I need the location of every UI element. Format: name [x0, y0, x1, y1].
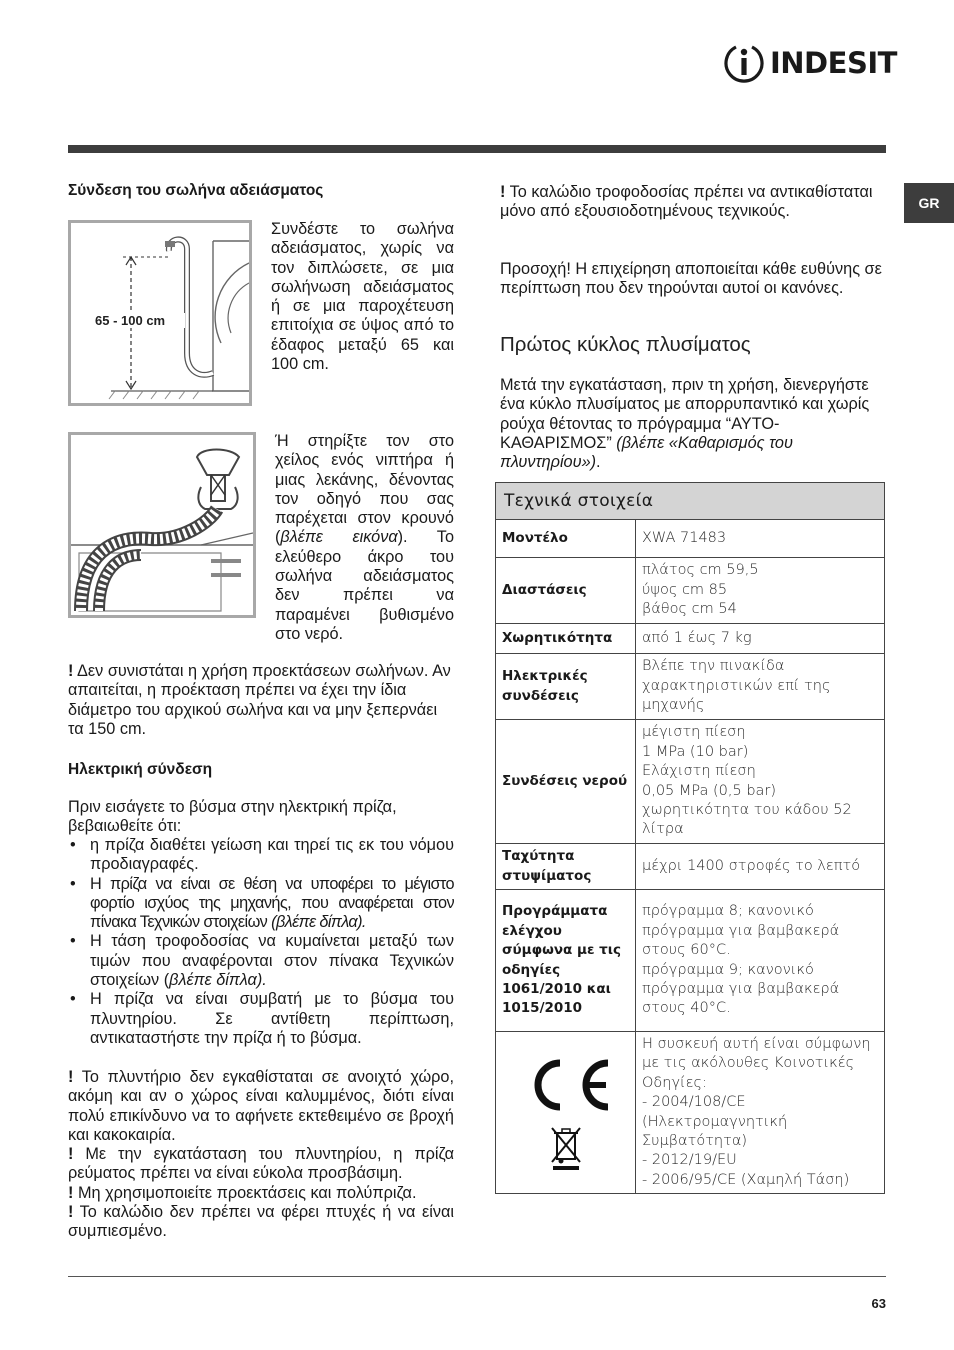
spec-value: XWA 71483	[636, 520, 885, 558]
table-header-row	[496, 483, 885, 520]
sink-hook-text	[275, 432, 454, 644]
spec-label: Χωρητικότητα	[496, 624, 636, 654]
table-row	[496, 844, 885, 890]
warning-extensions: ! Μη χρησιμοποιείτε προεκτάσεις και πολύπριζα.	[68, 1183, 417, 1202]
height-range-label: 65 - 100 cm	[95, 313, 185, 328]
page-number: 63	[871, 1296, 886, 1311]
ce-compliance-text: Η συσκευή αυτή είναι σύμφωνη με τις ακόλουθες Κοινοτικές Οδηγίες: - 2004/108/CE (Ηλεκτρομαγνητική Συμβατότητα) - 2012/19/EU - 2006/95/CE (Χαμηλή Τάση)	[636, 1032, 885, 1194]
warning-mark: !	[68, 662, 74, 680]
spec-label: Μοντέλο	[496, 520, 636, 558]
list-item	[68, 932, 454, 990]
first-wash-heading: Πρώτος κύκλος πλυσίματος	[500, 333, 751, 356]
extension-warning	[68, 662, 454, 739]
warning-socket-access-text: Με την εγκατάσταση του πλυντηρίου, η πρίζα ρεύματος πρέπει να είναι εύκολα προσβάσιμη.	[68, 1145, 454, 1183]
warning-socket-access: ! Με την εγκατάσταση του πλυντηρίου, η πρίζα ρεύματος πρέπει να είναι εύκολα προσβάσιμη.	[68, 1145, 454, 1183]
see-figure-ref: βλέπε εικόνα	[280, 528, 398, 547]
spec-value: μέγιστη πίεση 1 MPa (10 bar) Ελάχιστη πίεση 0,05 MPa (0,5 bar) χωρητικότητα του κάδου 52 λίτρα	[636, 720, 885, 844]
liability-note: Προσοχή! Η επιχείρηση αποποιείται κάθε ευθύνης σε περίπτωση που δεν τηρούνται αυτοί οι κανόνες.	[500, 260, 882, 298]
ce-mark-icon	[518, 1055, 614, 1115]
drain-wall-figure	[68, 220, 252, 406]
sink-hook-figure	[68, 432, 256, 618]
bullet-ref: βλέπε δίπλα).	[169, 971, 267, 990]
spec-value: από 1 έως 7 kg	[636, 624, 885, 654]
sink-hook-text-a: Ή στηρίξτε τον στο χείλος ενός νιπτήρα ή μιας λεκάνης, δένοντας τον οδηγό που σας παρέχεται στον κρουνό (	[275, 432, 454, 547]
electric-checklist	[68, 836, 454, 1048]
bullet-text: Η πρίζα να είναι συμβατή με το βύσμα του πλυντηρίου. Σε αντίθετη περίπτωση, αντικαταστήστε την πρίζα ή το βύσμα.	[90, 990, 454, 1047]
table-row	[496, 520, 885, 558]
sink-hook-illustration	[71, 435, 253, 615]
spec-value: Βλέπε την πινακίδα χαρακτηριστικών επί της μηχανής	[636, 654, 885, 720]
cable-replacement-warning	[500, 183, 886, 222]
warning-extensions-text: Μη χρησιμοποιείτε προεκτάσεις και πολύπριζα.	[77, 1183, 417, 1202]
safety-warnings	[68, 1068, 454, 1242]
header-rule	[68, 145, 886, 153]
technical-specs-table	[495, 482, 885, 1194]
table-row	[496, 890, 885, 1032]
spec-value: μέχρι 1400 στροφές το λεπτό	[636, 844, 885, 890]
spec-label: Διαστάσεις	[496, 558, 636, 624]
bullet-text: Η πρίζα να είναι σε θέση να υποφέρει το μέγιστο φορτίο ισχύος της μηχανής, που αναφέρεται στον πίνακα Τεχνικών στοιχείων	[90, 874, 454, 932]
spec-label: Συνδέσεις νερού	[496, 720, 636, 844]
weee-bin-icon	[549, 1125, 583, 1171]
table-row	[496, 1032, 885, 1194]
warning-outdoor-text: Το πλυντήριο δεν εγκαθίσταται σε ανοιχτό χώρο, ακόμη και αν ο χώρος είναι καλυμμένος, διότι είναι πολύ επικίνδυνο να το αφήνετε εκτεθειμένο σε βροχή και κακοκαιρία.	[68, 1068, 454, 1144]
list-item	[68, 875, 454, 933]
first-wash-end: .	[596, 453, 601, 472]
table-row	[496, 558, 885, 624]
drain-wall-text: Συνδέστε το σωλήνα αδειάσματος, χωρίς να τον διπλώσετε, σε μια σωλήνωση αδειάσματος ή σε μια παροχέτευση επιτοίχια σε ύψος από το έδαφος μεταξύ 65 και 100 cm.	[271, 220, 454, 374]
bullet-ref: (βλέπε δίπλα).	[271, 913, 366, 932]
warning-outdoor: ! Το πλυντήριο δεν εγκαθίσταται σε ανοιχτό χώρο, ακόμη και αν ο χώρος είναι καλυμμένος, διότι είναι πολύ επικίνδυνο να το αφήνετε εκτεθειμένο σε βροχή και κακοκαιρία.	[68, 1068, 454, 1144]
table-row	[496, 654, 885, 720]
table-row	[496, 624, 885, 654]
first-wash-body: Μετά την εγκατάσταση, πριν τη χρήση, διενεργήστε ένα κύκλο πλυσίματος με απορρυπαντικό και χωρίς ρούχα θέτοντας το πρόγραμμα “ΑΥΤΟ-ΚΑΘΑΡΙΣΜΟΣ”	[500, 376, 870, 452]
warning-mark: !	[500, 183, 506, 201]
electric-heading: Ηλεκτρική σύνδεση	[68, 761, 213, 778]
table-row	[496, 720, 885, 844]
ce-marks-cell	[496, 1032, 636, 1194]
list-item	[68, 836, 454, 875]
electric-intro: Πριν εισάγετε το βύσμα στην ηλεκτρική πρίζα, βεβαιωθείτε ότι:	[68, 798, 397, 836]
drain-heading: Σύνδεση του σωλήνα αδειάσματος	[68, 182, 324, 199]
warning-cable-bends: ! Το καλώδιο δεν πρέπει να φέρει πτυχές ή να είναι συμπιεσμένο.	[68, 1203, 454, 1241]
brand-logo	[724, 40, 897, 86]
spec-label: Προγράμματα ελέγχου σύμφωνα με τις οδηγίες 1061/2010 και 1015/2010	[496, 890, 636, 1032]
first-wash-text	[500, 376, 886, 472]
spec-value: πρόγραμμα 8; κανονικό πρόγραμμα για βαμβακερά στους 60°C. πρόγραμμα 9; κανονικό πρόγραμμα για βαμβακερά στους 40°C.	[636, 890, 885, 1032]
warning-cable-bends-text: Το καλώδιο δεν πρέπει να φέρει πτυχές ή να είναι συμπιεσμένο.	[68, 1203, 454, 1241]
cleaning-ref: (βλέπε «Καθαρισμός του πλυντηρίου»)	[500, 433, 793, 472]
sink-hook-text-b: ). Το ελεύθερο άκρο του σωλήνα αδειάσματος δεν πρέπει να παραμένει βυθισμένο στο νερό.	[275, 528, 454, 643]
indesit-logo-icon	[724, 43, 764, 83]
language-tab: GR	[904, 183, 954, 223]
footer-rule	[68, 1276, 886, 1277]
brand-name: INDESIT	[770, 46, 897, 80]
spec-label: Ταχύτητα στυψίματος	[496, 844, 636, 890]
extension-warning-text: Δεν συνιστάται η χρήση προεκτάσεων σωλήνων. Αν απαιτείται, η προέκταση πρέπει να έχει την ίδια διάμετρο του αρχικού σωλήνα και να μην ξεπερνάει τα 150 cm.	[68, 662, 451, 738]
spec-value: πλάτος cm 59,5 ύψος cm 85 βάθος cm 54	[636, 558, 885, 624]
bullet-text: η πρίζα διαθέτει γείωση και τηρεί τις εκ του νόμου προδιαγραφές.	[90, 836, 454, 874]
table-title: Τεχνικά στοιχεία	[496, 483, 885, 520]
cable-replacement-text: Το καλώδιο τροφοδοσίας πρέπει να αντικαθίσταται μόνο από εξουσιοδοτημένους τεχνικούς.	[500, 183, 873, 221]
list-item	[68, 990, 454, 1048]
spec-label: Ηλεκτρικές συνδέσεις	[496, 654, 636, 720]
bullet-text: Η τάση τροφοδοσίας να κυμαίνεται μεταξύ των τιμών που αναφέρονται στον πίνακα Τεχνικών στοιχείων (	[90, 932, 454, 990]
